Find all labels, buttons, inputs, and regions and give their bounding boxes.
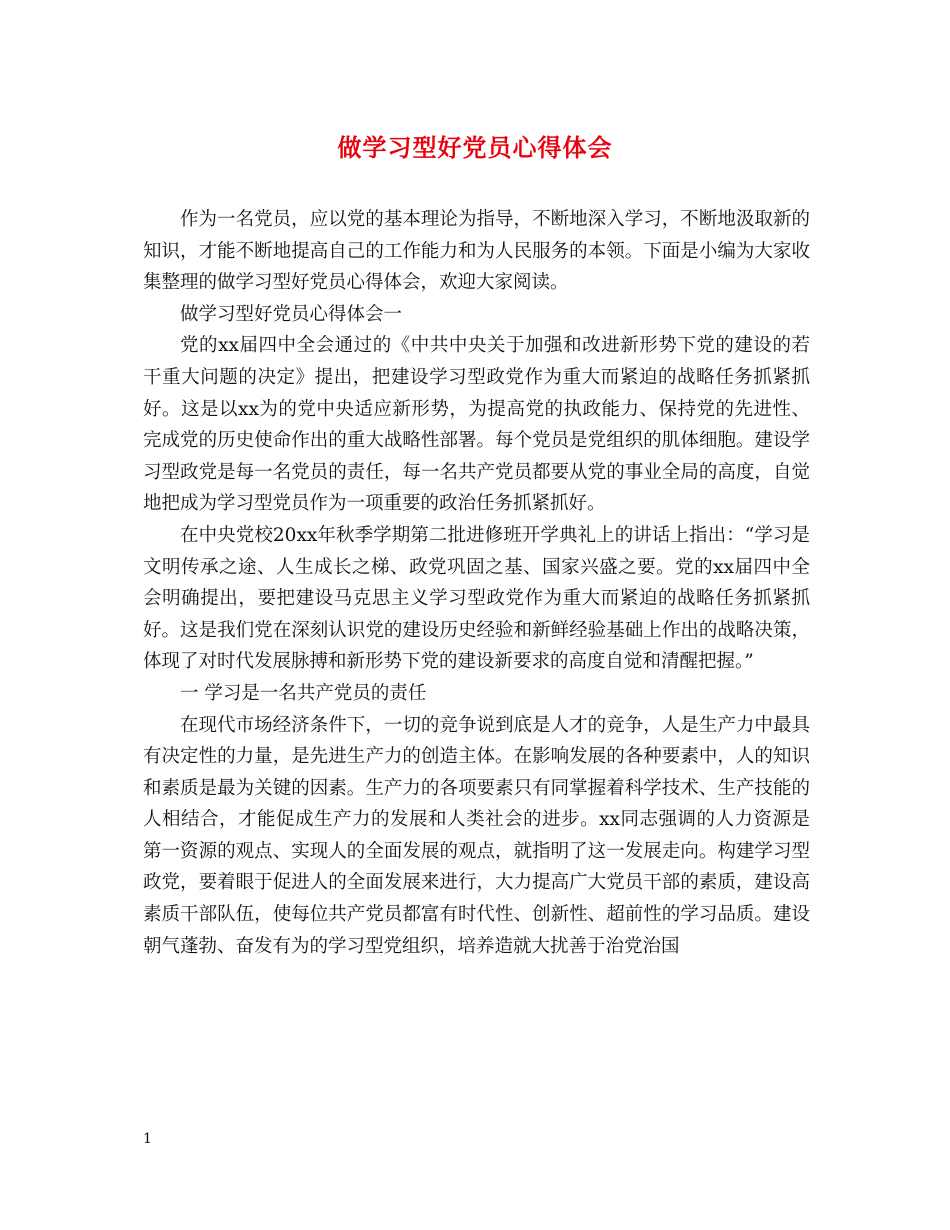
section-heading-part-one: 做学习型好党员心得体会一 [180,303,403,325]
page-number: 1 [143,1131,152,1147]
paragraph-party-building: 党的xx届四中全会通过的《中共中央关于加强和改进新形势下党的建设的若干重大问题的决定》提出，把建设学习型政党作为重大而紧迫的战略任务抓紧抓好。这是以xx为的党中央适应新形势，为提高党的执政能力、保持党的先进性、完成党的历史使命作出的重大战略性部署。每个党员是党组织的肌体细胞。建设学习型政党是每一名党员的责任，每一名共产党员都要从党的事业全局的高度，自觉地把成为学习型党员作为一项重要的政治任务抓紧抓好。 [143,335,810,515]
section-heading-responsibility: 一 学习是一名共产党员的责任 [180,682,427,704]
document-title: 做学习型好党员心得体会 [337,133,613,162]
paragraph-market-economy: 在现代市场经济条件下，一切的竞争说到底是人才的竞争，人是生产力中最具有决定性的力量，是先进生产力的创造主体。在影响发展的各种要素中，人的知识和素质是最为关键的因素。生产力的各项要素只有同掌握着科学技术、生产技能的人相结合，才能促成生产力的发展和人类社会的进步。xx同志强调的人力资源是第一资源的观点、实现人的全面发展的观点，就指明了这一发展走向。构建学习型政党，要着眼于促进人的全面发展来进行，大力提高广大党员干部的素质，建设高素质干部队伍，使每位共产党员都富有时代性、创新性、超前性的学习品质。建设朝气蓬勃、奋发有为的学习型党组织，培养造就大扰善于治党治国 [143,714,810,957]
document-body [143,204,810,962]
paragraph-speech-quote: 在中央党校20xx年秋季学期第二批进修班开学典礼上的讲话上指出：“学习是文明传承之途、人生成长之梯、政党巩固之基、国家兴盛之要。党的xx届四中全会明确提出，要把建设马克思主义学习型政党作为重大而紧迫的战略任务抓紧抓好。这是我们党在深刻认识党的建设历史经验和新鲜经验基础上作出的战略决策，体现了对时代发展脉搏和新形势下党的建设新要求的高度自觉和清醒把握。” [143,524,810,673]
paragraph-intro: 作为一名党员，应以党的基本理论为指导，不断地深入学习，不断地汲取新的知识，才能不断地提高自己的工作能力和为人民服务的本领。下面是小编为大家收集整理的做学习型好党员心得体会，欢迎大家阅读。 [143,209,810,294]
